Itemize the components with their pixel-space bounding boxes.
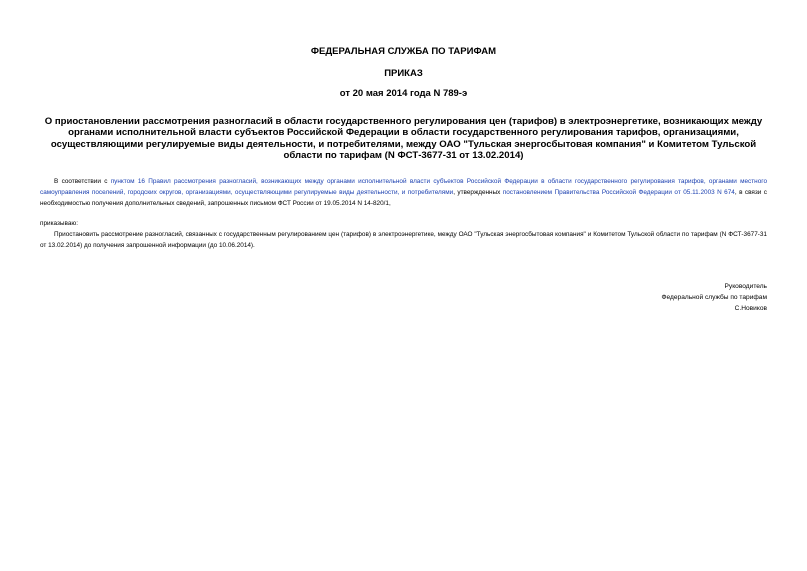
document-date-number: от 20 мая 2014 года N 789-э	[339, 88, 468, 99]
rules-item-16-link[interactable]: пунктом 16 Правил рассмотрения разногласий, возникающих между органами исполнительной власти субъектов Российской Федерации в области государственного регулирования тарифов, органами местного самоуправления поселений, городских округов, организациями, осуществляющими регулируемые виды деятельности, и потребителями	[40, 178, 767, 196]
signature-name: С.Новиков	[734, 305, 767, 312]
signature-position: Руководитель	[724, 283, 767, 290]
basis-middle: , утвержденных	[453, 188, 503, 196]
government-resolution-link[interactable]: постановлением Правительства Российской Федерации от 05.11.2003 N 674	[502, 188, 735, 196]
basis-paragraph	[40, 177, 767, 209]
basis-suffix: , в связи с необходимостью получения дополнительных сведений, запрошенных письмом ФСТ России от 19.05.2014 N 14-820/1,	[40, 188, 767, 207]
signature-organization: Федеральной службы по тарифам	[661, 294, 767, 301]
basis-prefix: В соответствии с	[54, 178, 111, 185]
order-word: приказываю:	[40, 220, 78, 227]
organization-heading: ФЕДЕРАЛЬНАЯ СЛУЖБА ПО ТАРИФАМ	[310, 46, 497, 57]
document-title: О приостановлении рассмотрения разногласий в области государственного регулирования цен (тарифов) в электроэнергетике, возникающих между органами исполнительной власти субъектов Российской Федерации в области государственного регулирования тарифов, организациями, осуществляющими регулируемые виды деятельности, и потребителями, между ОАО "Тульская энергосбытовая компания" и Комитетом Тульской области по тарифам (N ФСТ-3677-31 от 13.02.2014)	[44, 116, 763, 162]
document-type-heading: ПРИКАЗ	[384, 68, 423, 79]
decision-paragraph: Приостановить рассмотрение разногласий, связанных с государственным регулированием цен (тарифов) в электроэнергетике, между ОАО "Тульская энергосбытовая компания" и Комитетом Тульской области по тарифам (N ФСТ-3677-31 от 13.02.2014) до получения запрошенной информации (до 10.06.2014).	[40, 231, 767, 249]
